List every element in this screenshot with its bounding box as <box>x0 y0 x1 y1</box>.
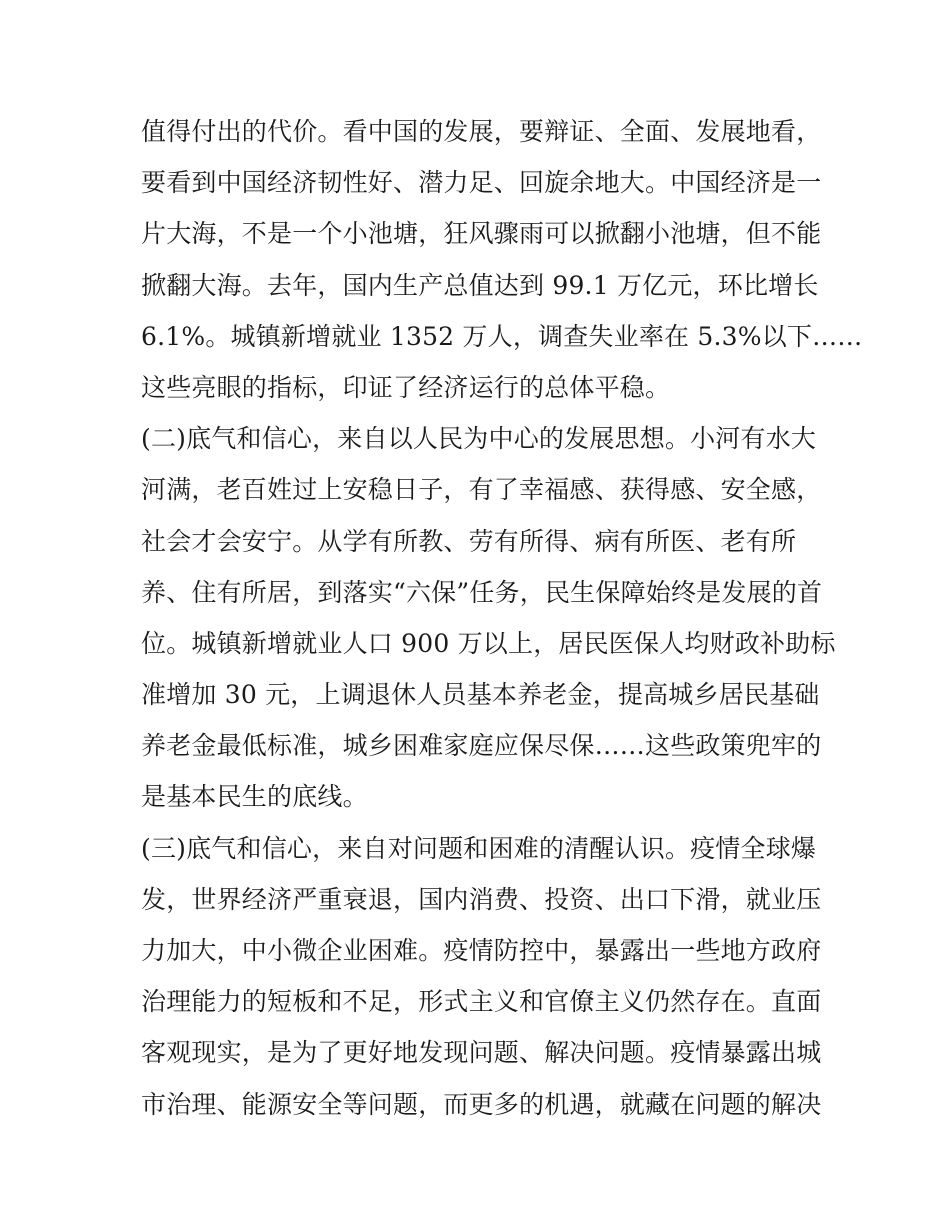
text-line-5: 6.1%。城镇新增就业 1352 万人，调查失业率在 5.3%以下…… <box>141 321 863 351</box>
text-line-19: 客观现实，是为了更好地发现问题、解决问题。疫情暴露出城 <box>141 1038 822 1068</box>
text-line-13: 养老金最低标准，城乡困难家庭应保尽保……这些政策兜牢的 <box>141 731 822 761</box>
text-line-12: 准增加 30 元，上调退休人员基本养老金，提高城乡居民基础 <box>141 680 820 710</box>
text-line-2: 要看到中国经济韧性好、潜力足、回旋余地大。中国经济是一 <box>141 168 822 198</box>
text-line-14: 是基本民生的底线。 <box>141 782 368 812</box>
text-line-6: 这些亮眼的指标，印证了经济运行的总体平稳。 <box>141 372 671 402</box>
text-line-7: (二)底气和信心，来自以人民为中心的发展思想。小河有水大 <box>141 424 817 454</box>
text-line-1: 值得付出的代价。看中国的发展，要辩证、全面、发展地看， <box>141 117 822 146</box>
text-line-8: 河满，老百姓过上安稳日子，有了幸福感、获得感、安全感， <box>141 475 822 505</box>
text-line-9: 社会才会安宁。从学有所教、劳有所得、病有所医、老有所 <box>141 526 797 556</box>
text-line-16: 发，世界经济严重衰退，国内消费、投资、出口下滑，就业压 <box>141 884 822 914</box>
body-text <box>141 106 863 1130</box>
text-line-18: 治理能力的短板和不足，形式主义和官僚主义仍然存在。直面 <box>141 987 822 1017</box>
text-line-11: 位。城镇新增就业人口 900 万以上，居民医保人均财政补助标 <box>141 628 836 658</box>
text-line-4: 掀翻大海。去年，国内生产总值达到 99.1 万亿元，环比增长 <box>141 270 819 300</box>
text-line-10: 养、住有所居，到落实“六保”任务，民生保障始终是发展的首 <box>141 577 823 607</box>
text-line-3: 片大海，不是一个小池塘，狂风骤雨可以掀翻小池塘，但不能 <box>141 219 822 249</box>
text-line-20: 市治理、能源安全等问题，而更多的机遇，就藏在问题的解决 <box>141 1089 822 1119</box>
text-line-15: (三)底气和信心，来自对问题和困难的清醒认识。疫情全球爆 <box>141 833 817 863</box>
text-line-17: 力加大，中小微企业困难。疫情防控中，暴露出一些地方政府 <box>141 936 822 965</box>
